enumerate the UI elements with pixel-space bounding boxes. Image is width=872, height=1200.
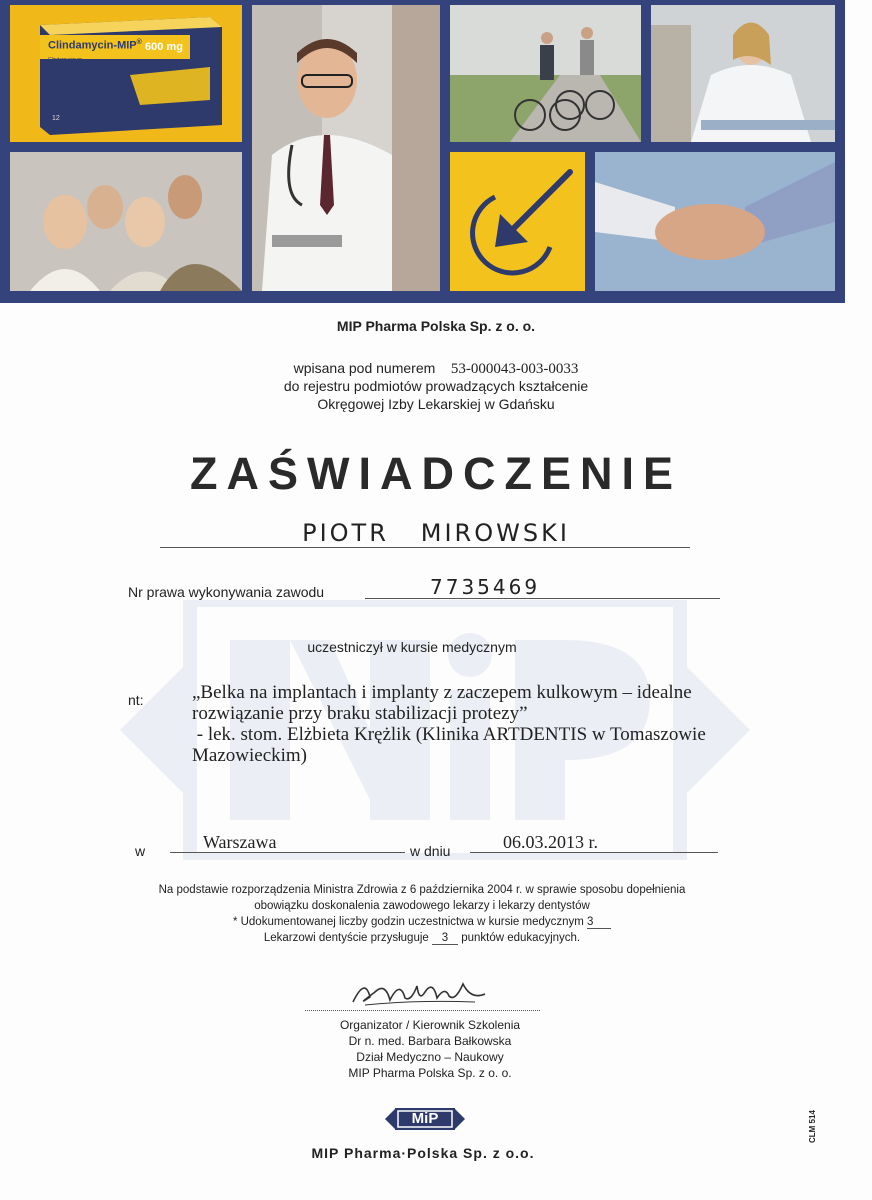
topic-line-2: rozwiązanie przy braku stabilizacji protezy” bbox=[192, 703, 528, 724]
product-dose: 600 mg bbox=[145, 41, 183, 53]
arrow-down-left-icon bbox=[450, 152, 585, 291]
family-photo bbox=[10, 152, 242, 291]
points-value: 3 bbox=[432, 932, 458, 945]
points-prefix: Lekarzowi dentyście przysługuje bbox=[263, 932, 429, 944]
license-underline bbox=[365, 598, 720, 599]
date-label: w dniu bbox=[410, 843, 451, 859]
legal-hours bbox=[0, 916, 858, 929]
product-registered-mark: ® bbox=[136, 39, 142, 46]
hours-value: 3 bbox=[587, 916, 611, 929]
place-underline bbox=[170, 852, 405, 853]
date-value: 06.03.2013 r. bbox=[503, 832, 599, 852]
signature-line-4: MIP Pharma Polska Sp. z o. o. bbox=[348, 1066, 512, 1080]
registry-line-3: Okręgowej Izby Lekarskiej w Gdańsku bbox=[317, 396, 555, 412]
registry-line-2: do rejestru podmiotów prowadzących kształcenie bbox=[283, 378, 589, 394]
doctor-photo bbox=[252, 5, 440, 291]
product-subtitle: Clindamycinum bbox=[48, 57, 83, 63]
signature-line-2: Dr n. med. Barbara Bałkowska bbox=[348, 1034, 512, 1048]
footer-logo-text: MiP bbox=[411, 1110, 439, 1127]
handwritten-signature bbox=[345, 972, 495, 1012]
signature-line-1: Organizator / Kierownik Szkolenia bbox=[339, 1018, 521, 1032]
product-count: 12 bbox=[52, 115, 60, 122]
place-label: w bbox=[135, 843, 146, 859]
topic-label: nt: bbox=[128, 692, 144, 708]
product-brand: Clindamycin-MIP bbox=[48, 39, 137, 52]
footer-company: MIP Pharma·Polska Sp. z o.o. bbox=[311, 1145, 535, 1161]
footer-logo bbox=[385, 1106, 465, 1132]
handshake-photo bbox=[595, 152, 835, 291]
topic-line-4: Mazowieckim) bbox=[192, 745, 308, 766]
product-box-illustration bbox=[10, 5, 242, 142]
topic-line-3: - lek. stom. Elżbieta Krężlik (Klinika ARTDENTIS w Tomaszowie bbox=[192, 724, 706, 745]
participant-name-underline bbox=[160, 547, 690, 548]
footer-code: CLM 514 bbox=[808, 1110, 817, 1143]
participant-name: PIOTR MIROWSKI bbox=[302, 519, 570, 547]
registry-line bbox=[0, 360, 872, 378]
signature-line bbox=[305, 1010, 540, 1011]
topic-block bbox=[192, 682, 792, 766]
header-collage bbox=[0, 0, 845, 303]
hours-text: * Udokumentowanej liczby godzin uczestnictwa w kursie medycznym bbox=[232, 916, 584, 928]
product-box-photo bbox=[10, 5, 242, 142]
license-label: Nr prawa wykonywania zawodu bbox=[128, 584, 325, 600]
license-number: 7735469 bbox=[430, 575, 541, 599]
certificate-title: ZAŚWIADCZENIE bbox=[190, 448, 682, 499]
participation-text: uczestniczył w kursie medycznym bbox=[307, 639, 517, 655]
place-value: Warszawa bbox=[203, 832, 277, 852]
legal-points bbox=[0, 932, 858, 945]
topic-line-1: „Belka na implantach i implanty z zaczepem kulkowym – idealne bbox=[192, 682, 692, 703]
laboratory-photo bbox=[651, 5, 835, 142]
cyclists-photo bbox=[450, 5, 641, 142]
registry-number: 53-000043-003-0033 bbox=[450, 361, 579, 377]
legal-line-2: obowiązku doskonalenia zawodowego lekarzy i lekarzy dentystów bbox=[254, 900, 590, 912]
legal-line-1: Na podstawie rozporządzenia Ministra Zdrowia z 6 października 2004 r. w sprawie sposobu dopełnienia bbox=[158, 884, 686, 896]
signature-line-3: Dział Medyczno – Naukowy bbox=[356, 1050, 504, 1064]
registry-prefix: wpisana pod numerem bbox=[293, 360, 436, 376]
date-underline bbox=[470, 852, 718, 853]
yellow-arrow-badge bbox=[450, 152, 585, 291]
company-name: MIP Pharma Polska Sp. z o. o. bbox=[336, 318, 536, 334]
points-suffix: punktów edukacyjnych. bbox=[461, 932, 581, 944]
